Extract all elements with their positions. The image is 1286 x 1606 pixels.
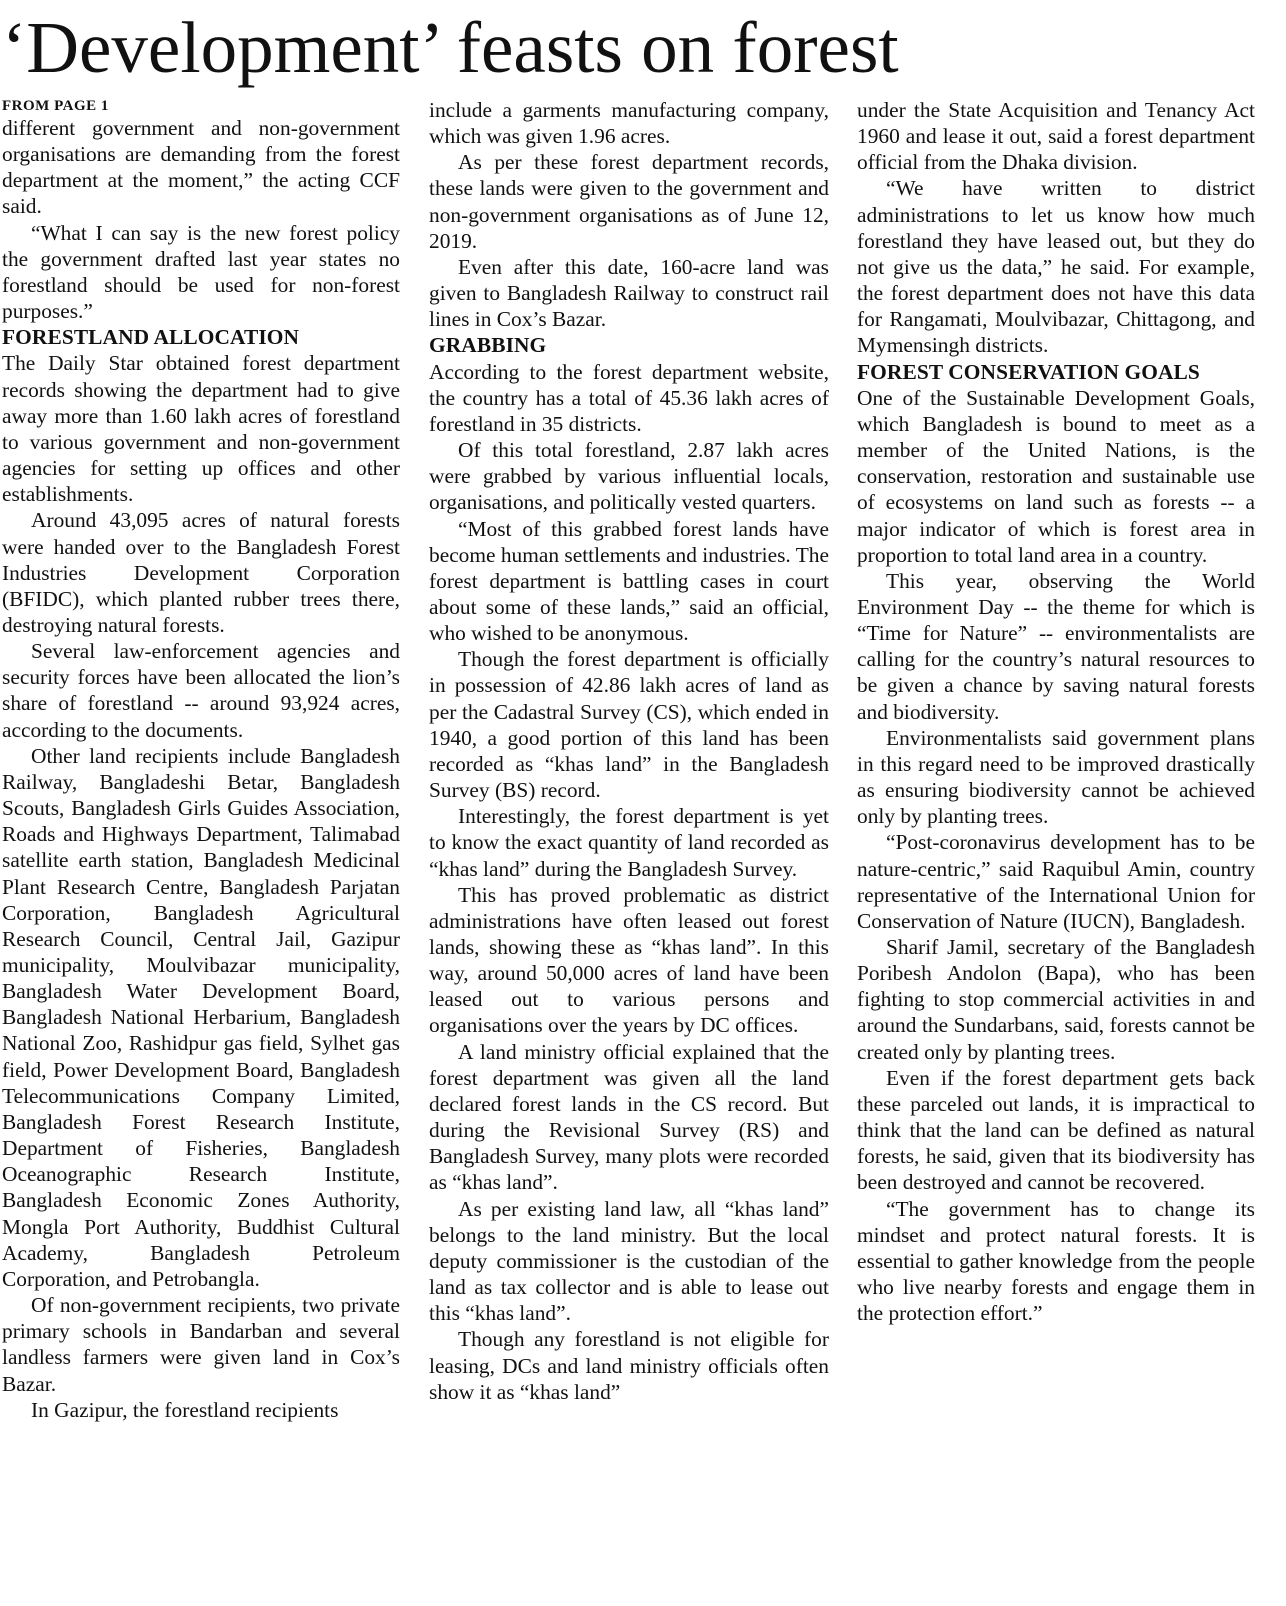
paragraph: “The government has to change its mindset and protect natural forests. It is essential to gather knowledge from the people who live nearby forests and engage them in the protection effort.” xyxy=(857,1196,1255,1326)
section-heading-forestland-allocation: FORESTLAND ALLOCATION xyxy=(2,325,300,350)
paragraph: According to the forest department website, the country has a total of 45.36 lakh acres of forestland in 35 districts. xyxy=(429,359,829,436)
paragraph: under the State Acquisition and Tenancy Act 1960 and lease it out, said a forest department official from the Dhaka division. xyxy=(857,98,1255,175)
paragraph: Around 43,095 acres of natural forests were handed over to the Bangladesh Forest Industries Development Corporation (BFIDC), which planted rubber trees there, destroying natural forests. xyxy=(2,508,400,637)
paragraph: A land ministry official explained that the forest department was given all the land declared forest lands in the CS record. But during the Revisional Survey (RS) and Bangladesh Survey, many plots were recorded as “khas land”. xyxy=(429,1039,829,1195)
paragraph: Sharif Jamil, secretary of the Bangladesh Poribesh Andolon (Bapa), who has been fighting to stop commercial activities in and around the Sundarbans, said, forests cannot be created only by planting trees. xyxy=(857,935,1255,1064)
paragraph: Of this total forestland, 2.87 lakh acres were grabbed by various influential locals, organisations, and politically vested quarters. xyxy=(429,438,829,515)
paragraph: This year, observing the World Environment Day -- the theme for which is “Time for Nature” -- environmentalists are calling for the country’s natural resources to be given a chance by saving natural forests and biodiversity. xyxy=(857,568,1255,724)
paragraph: Environmentalists said government plans in this regard need to be improved drastically as ensuring biodiversity cannot be achieved only by planting trees. xyxy=(857,725,1255,829)
paragraph: Interestingly, the forest department is yet to know the exact quantity of land recorded as “khas land” during the Bangladesh Survey. xyxy=(429,804,829,881)
paragraph: Though the forest department is officially in possession of 42.86 lakh acres of land as per the Cadastral Survey (CS), which ended in 1940, a good portion of this land has been recorded as “khas land” in the Bangladesh Survey (BS) record. xyxy=(429,647,829,803)
headline: ‘Development’ feasts on forest xyxy=(2,7,899,88)
article-column-1 xyxy=(2,97,400,1603)
paragraph: include a garments manufacturing company, which was given 1.96 acres. xyxy=(429,98,829,149)
paragraph: “What I can say is the new forest policy the government drafted last year states no forestland should be used for non-forest purposes.” xyxy=(2,220,400,324)
paragraph: As per existing land law, all “khas land” belongs to the land ministry. But the local deputy commissioner is the custodian of the land as tax collector and is able to lease out this “khas land”. xyxy=(429,1196,829,1326)
paragraph: Even after this date, 160-acre land was given to Bangladesh Railway to construct rail lines in Cox’s Bazar. xyxy=(429,254,829,332)
paragraph: different government and non-government organisations are demanding from the forest department at the moment,” the acting CCF said. xyxy=(2,116,400,219)
paragraph: “Post-coronavirus development has to be nature-centric,” said Raquibul Amin, country representative of the International Union for Conservation of Nature (IUCN), Bangladesh. xyxy=(857,830,1255,933)
paragraph: This has proved problematic as district administrations have often leased out forest lands, showing these as “khas land”. In this way, around 50,000 acres of land have been leased out to various persons and organisations over the years by DC offices. xyxy=(429,882,829,1038)
paragraph: As per these forest department records, these lands were given to the government and non-government organisations as of June 12, 2019. xyxy=(429,150,829,253)
paragraph: Though any forestland is not eligible for leasing, DCs and land ministry officials often show it as “khas land” xyxy=(429,1327,829,1404)
paragraph: “Most of this grabbed forest lands have become human settlements and industries. The forest department is battling cases in court about some of these lands,” said an official, who wished to be anonymous. xyxy=(429,516,829,646)
paragraph: In Gazipur, the forestland recipients xyxy=(31,1397,339,1422)
article-column-3 xyxy=(857,97,1255,1603)
paragraph: Even if the forest department gets back these parceled out lands, it is impractical to think that the land can be defined as natural forests, he said, given that its biodiversity has been destroyed and cannot be recovered. xyxy=(857,1065,1255,1195)
paragraph: Other land recipients include Bangladesh Railway, Bangladeshi Betar, Bangladesh Scouts, Bangladesh Girls Guides Association, Roads and Highways Department, Talimabad satellite earth station, Bangladesh Medicinal Plant Research Centre, Bangladesh Parjatan Corporation, Bangladesh Agricultural Research Council, Central Jail, Gazipur municipality, Moulvibazar municipality, Bangladesh Water Development Board, Bangladesh National Herbarium, Bangladesh National Zoo, Rashidpur gas field, Sylhet gas field, Power Development Board, Bangladesh Telecommunications Company Limited, Bangladesh Forest Research Institute, Department of Fisheries, Bangladesh Oceanographic Research Institute, Bangladesh Economic Zones Authority, Mongla Port Authority, Buddhist Cultural Academy, Bangladesh Petroleum Corporation, and Petrobangla. xyxy=(2,743,400,1291)
continuation-kicker: FROM PAGE 1 xyxy=(2,98,109,114)
paragraph: Several law-enforcement agencies and security forces have been allocated the lion’s share of forestland -- around 93,924 acres, according to the documents. xyxy=(2,639,400,742)
section-heading-forest-conservation-goals: FOREST CONSERVATION GOALS xyxy=(857,359,1200,384)
section-heading-grabbing: GRABBING xyxy=(429,333,547,358)
paragraph: One of the Sustainable Development Goals, which Bangladesh is bound to meet as a member of the United Nations, is the conservation, restoration and sustainable use of ecosystems on land such as forests -- a major indicator of which is forest area in proportion to total land area in a country. xyxy=(857,385,1255,567)
article-column-2 xyxy=(429,97,829,1603)
paragraph: The Daily Star obtained forest department records showing the department had to give away more than 1.60 lakh acres of forestland to various government and non-government agencies for setting up offices and other establishments. xyxy=(2,351,400,507)
paragraph: “We have written to district administrations to let us know how much forestland they have leased out, but they do not give us the data,” he said. For example, the forest department does not have this data for Rangamati, Moulvibazar, Chittagong, and Mymensingh districts. xyxy=(857,176,1255,358)
paragraph: Of non-government recipients, two private primary schools in Bandarban and several landless farmers were given land in Cox’s Bazar. xyxy=(2,1293,400,1396)
